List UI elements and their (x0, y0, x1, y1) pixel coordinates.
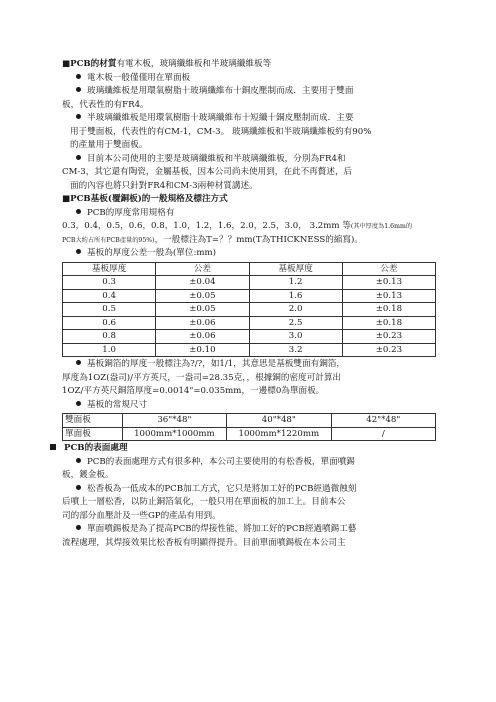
table-row: 單面板 1000mm*1000mm 1000mm*1220mm / (63, 427, 436, 441)
thickness-tolerance-table (62, 262, 436, 358)
list-item: 單面噴錫板是為了提高PCB的焊接性能，將加工好的PCB經過噴錫工藝 (62, 523, 436, 537)
list-item: 玻璃纖維板是用環氧樹脂十玻璃纖維布十銅皮壓制而成．主要用于雙面 (62, 85, 436, 99)
paragraph-line: 板，鍍金板。 (62, 470, 114, 480)
table-row: 0.4 ±0.05 1.6 ±0.13 (63, 289, 436, 303)
list-item: 基板的厚度公差一般為(單位:mm) (62, 247, 436, 261)
list-item: PCB的表面處理方式有很多种，本公司主要使用的有松香板，單面噴錫 (62, 456, 436, 470)
bullet-icon (76, 485, 81, 490)
paragraph-line: 的產量用于雙面板。 (70, 140, 148, 150)
paragraph-line: 司的部分血壓計及一些GP的產品有用到。 (62, 510, 221, 521)
paragraph-line: 流程處理，其焊接效果比松香板有明顯得提升。目前單面噴錫板在本公司主 (62, 537, 346, 548)
paragraph-line: 厚度為1OZ(盎司)/平方英尺，一盎司=28.35克，，根據銅的密度可計算出 (62, 372, 342, 383)
paragraph-line: 0.3，0.4，0.5，0.6，0.8，1.0，1.2，1.6，2.0，2.5，3.0， 3.2mm 等(其中厚度為1.6mm的 (62, 221, 413, 231)
board-size-table (62, 413, 436, 441)
table-header-row: 基板厚度 公差 基板厚度 公差 (63, 262, 436, 276)
list-item: 松香板為一低成本的PCB加工方式，它只是將加工好的PCB經過微蝕刻 (62, 483, 436, 497)
bullet-icon (76, 458, 81, 463)
section-material-heading (62, 58, 436, 72)
paragraph-line: 用于雙面板，代表性的有CM-1，CM-3。 玻璃纖維板和半玻璃纖維板約有90% (70, 126, 372, 137)
square-bullet-icon (50, 444, 56, 450)
section-substrate-heading: ■PCB基板(覆銅板)的一般規格及標注方式 (62, 194, 228, 204)
table-row: 0.5 ±0.05 2.0 ±0.18 (63, 303, 436, 317)
bullet-icon (76, 249, 81, 254)
list-item: 半玻璃纖維板是用環氧樹脂十玻璃纖維布十短纖十銅皮壓制而成．主要 (62, 112, 436, 126)
list-item: PCB的厚度常用規格有 (62, 207, 436, 221)
list-item: 電木板一般僅僅用在單面板 (62, 72, 436, 86)
paragraph-line: 1OZ/平方英尺銅箔厚度=0.0014"=0.035mm，一邊標0為單面板。 (62, 386, 325, 396)
paragraph-line: CM-3，其它還有陶瓷，金屬基板，因本公司尚未使用到，在此不再贅述，后 (62, 167, 353, 177)
list-item: 基板的常規尺寸 (62, 399, 436, 413)
bullet-icon (76, 114, 81, 119)
section-material-title: ■PCB的材質 (62, 59, 117, 69)
bullet-icon (76, 360, 81, 365)
table-row: 0.8 ±0.06 3.0 ±0.23 (63, 330, 436, 344)
paragraph-line: 面的內容也將只針對FR4和CM-3兩种材質講述。 (70, 180, 258, 191)
table-row: 雙面板 36"*48" 40"*48" 42"*48" (63, 414, 436, 428)
document-page (62, 58, 436, 550)
list-item: 基板銅箔的厚度一般標注為?/?，如1/1，其意思是基板雙面有銅箔， (62, 358, 436, 372)
bullet-icon (76, 74, 81, 79)
list-item: 目前本公司使用的主要是玻璃纖維板和半玻璃纖維板，分別為FR4和 (62, 153, 436, 167)
section-material-subtitle: 有電木板，玻璃纖維板和半玻璃纖維板等 (116, 59, 272, 69)
bullet-icon (76, 87, 81, 92)
section-surface-heading: PCB的表面處理 (50, 442, 436, 456)
paragraph-line: 板，代表性的有FR4。 (62, 99, 149, 110)
table-row: 1.0 ±0.10 3.2 ±0.23 (63, 343, 436, 357)
bullet-icon (76, 155, 81, 160)
paragraph-line: 后噴上一層松香，以防止銅箔氧化，一般只用在單面板的加工上。目前本公 (62, 497, 346, 507)
bullet-icon (76, 209, 81, 214)
bullet-icon (76, 525, 81, 530)
table-row: 0.6 ±0.06 2.5 ±0.18 (63, 316, 436, 330)
bullet-icon (76, 401, 81, 406)
paragraph-line: PCB大約占所有PCB產量的95%)，一般標注為T=？？mm(T為THICKNESS的縮寫)。 (62, 234, 363, 245)
table-row: 0.3 ±0.04 1.2 ±0.13 (63, 276, 436, 290)
